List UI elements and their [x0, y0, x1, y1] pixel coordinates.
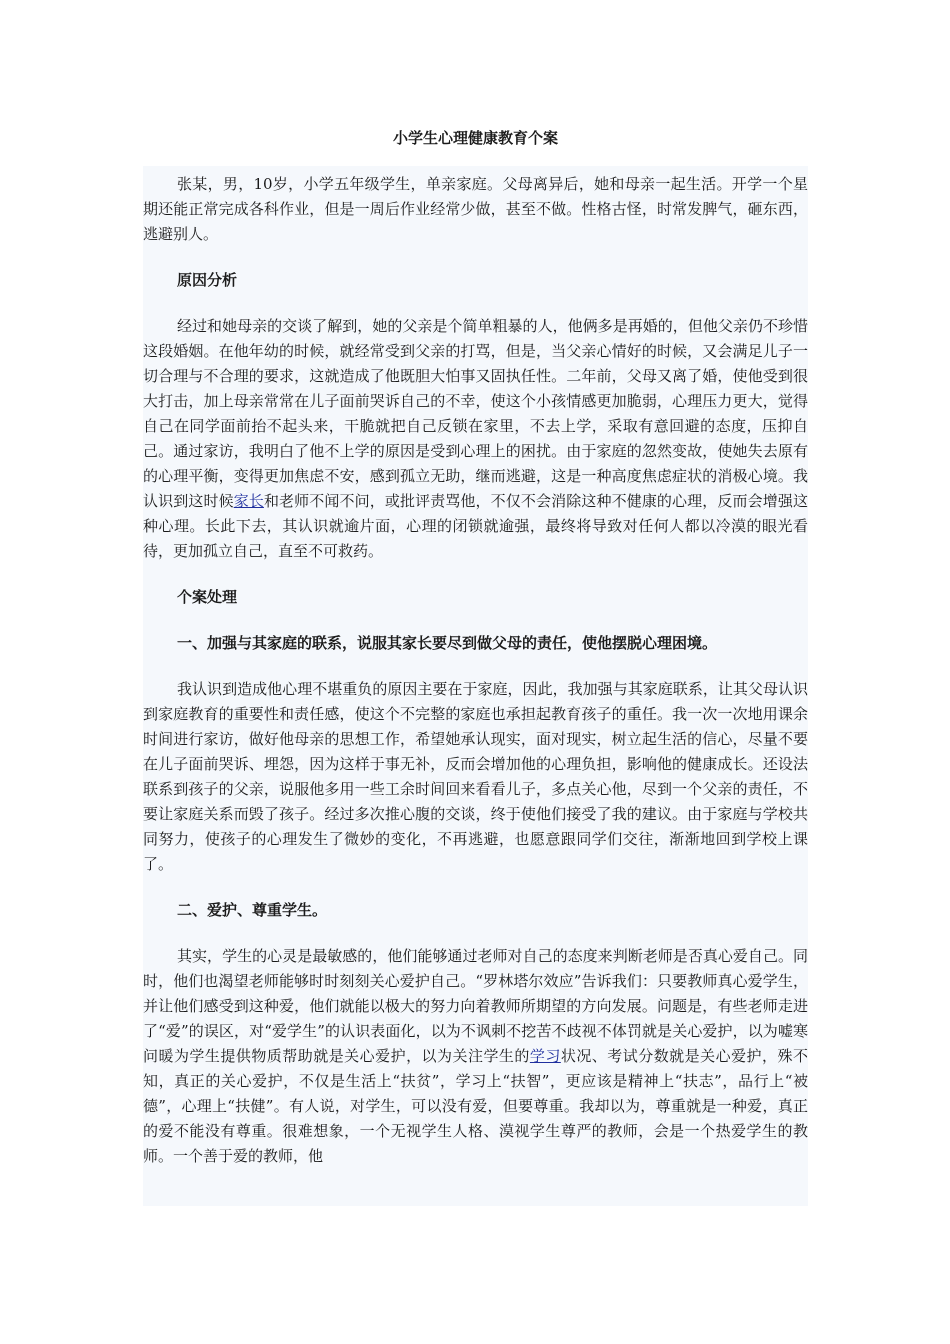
cause-text-part1: 经过和她母亲的交谈了解到，她的父亲是个简单粗暴的人，他俩多是再婚的，但他父亲仍不珍惜这段婚姻。在他年幼的时候，就经常受到父亲的打骂，但是，当父亲心情好的时候，又会满足儿子一切合理与不合理的要求，这就造成了他既胆大怕事又固执任性。二年前，父母又离了婚，使他受到很大打击，加上母亲常常在儿子面前哭诉自己的不幸，使这个小孩情感更加脆弱，心理压力更大，觉得自己在同学面前抬不起头来，干脆就把自己反锁在家里，不去上学，采取有意回避的态度，压抑自己。通过家访，我明白了他不上学的原因是受到心理上的困扰。由于家庭的忽然变故，使她失去原有的心理平衡，变得更加焦虑不安，感到孤立无助，继而逃避，这是一种高度焦虑症状的消极心境。我认识到这时候	[143, 317, 808, 510]
respect-students-paragraph	[143, 944, 808, 1169]
cause-paragraph	[143, 314, 808, 564]
intro-paragraph: 张某，男，10岁，小学五年级学生，单亲家庭。父母离异后，她和母亲一起生活。开学一个星期还能正常完成各科作业，但是一周后作业经常少做，甚至不做。性格古怪，时常发脾气，砸东西，逃避别人。	[143, 175, 808, 243]
family-contact-paragraph: 我认识到造成他心理不堪重负的原因主要在于家庭，因此，我加强与其家庭联系，让其父母认识到家庭教育的重要性和责任感，使这个不完整的家庭也承担起教育孩子的重任。我一次一次地用课余时间进行家访，做好他母亲的思想工作，希望她承认现实，面对现实，树立起生活的信心，尽量不要在儿子面前哭诉、埋怨，因为这样于事无补，反而会增加他的心理负担，影响他的健康成长。还设法联系到孩子的父亲，说服他多用一些工余时间回来看看儿子，多点关心他，尽到一个父亲的责任，不要让家庭关系而毁了孩子。经过多次推心腹的交谈，终于使他们接受了我的建议。由于家庭与学校共同努力，使孩子的心理发生了微妙的变化，不再逃避，也愿意跟同学们交往，渐渐地回到学校上课了。	[143, 680, 808, 873]
cause-text-part2: 和老师不闻不问，或批评责骂他，不仅不会消除这种不健康的心理，反而会增强这种心理。长此下去，其认识就逾片面，心理的闭锁就逾强，最终将导致对任何人都以冷漠的眼光看待，更加孤立自己，直至不可救药。	[143, 492, 808, 560]
section-heading-handling: 个案处理	[177, 588, 238, 606]
study-link[interactable]: 学习	[529, 1047, 561, 1065]
section-heading-cause: 原因分析	[177, 271, 238, 289]
subheading-respect-students: 二、爱护、尊重学生。	[177, 901, 328, 919]
document-title: 小学生心理健康教育个案	[392, 129, 558, 147]
parent-link[interactable]: 家长	[233, 492, 264, 510]
subheading-family-contact: 一、加强与其家庭的联系，说服其家长要尽到做父母的责任，使他摆脱心理困境。	[177, 634, 718, 652]
respect-text-part2: 状况、考试分数就是关心爱护，殊不知，真正的关心爱护，不仅是生活上“扶贫”，学习上“扶智”，更应该是精神上“扶志”，品行上“被德”，心理上“扶健”。有人说，对学生，可以没有爱，但要尊重。我却以为，尊重就是一种爱，真正的爱不能没有尊重。很难想象，一个无视学生人格、漠视学生尊严的教师，会是一个热爱学生的教师。一个善于爱的教师，他	[143, 1047, 808, 1165]
document-body	[143, 118, 808, 1190]
respect-text-part1: 其实，学生的心灵是最敏感的，他们能够通过老师对自己的态度来判断老师是否真心爱自己。同时，他们也渴望老师能够时时刻刻关心爱护自己。“罗林塔尔效应”告诉我们：只要教师真心爱学生，并让他们感受到这种爱，他们就能以极大的努力向着教师所期望的方向发展。问题是，有些老师走进了“爱”的误区，对“爱学生”的认识表面化，以为不讽刺不挖苦不歧视不体罚就是关心爱护，以为嘘寒问暖为学生提供物质帮助就是关心爱护，以为关注学生的	[143, 947, 808, 1065]
